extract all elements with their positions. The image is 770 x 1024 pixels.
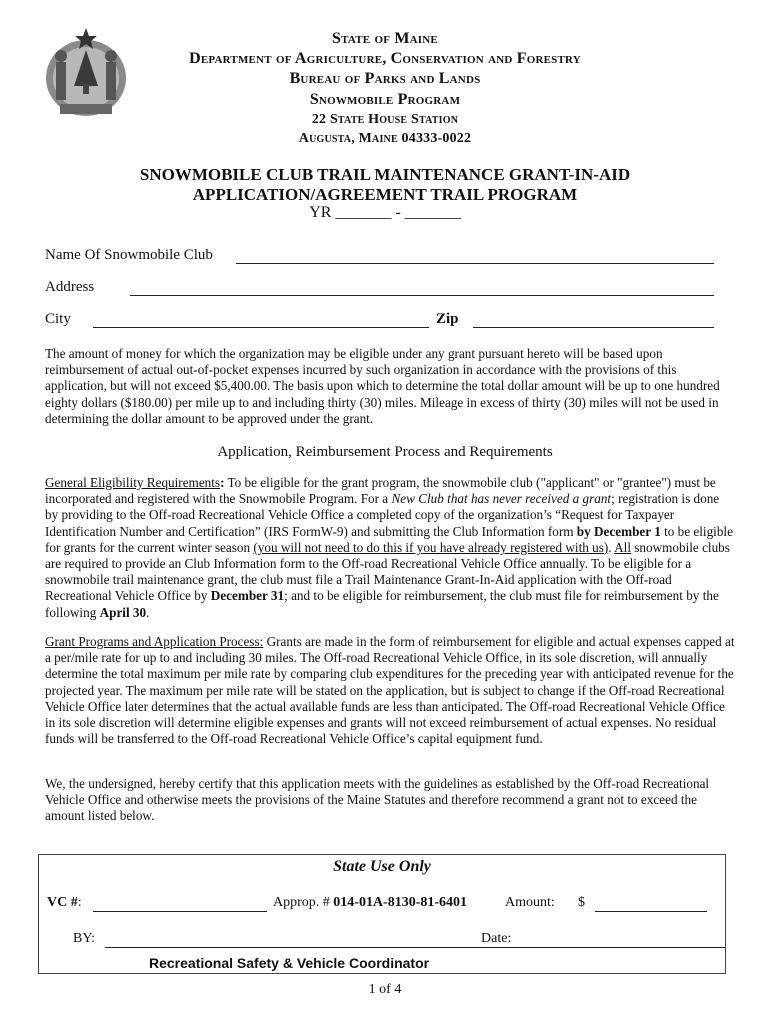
already-registered-note: (you will not need to do this if you have already registered with us) xyxy=(253,539,609,555)
eligibility-text-4: . xyxy=(608,539,615,555)
vc-field[interactable] xyxy=(93,911,267,912)
state-use-box xyxy=(38,854,726,974)
eligibility-paragraph xyxy=(45,475,735,621)
eligibility-text-5: snowmobile clubs are required to provide an Club Information form to the Off-road Recreational Vehicle Office annually. To be eligible for a snowmobile trail maintenance grant, the club must file a Trail Maintenance Grant-In-Aid application with the Off-road Recreational Vehicle Office by xyxy=(45,539,730,604)
intro-text: The amount of money for which the organization may be eligible under any grant pursuant hereto will be based upon reimbursement of actual out-of-pocket expenses incurred by such organization in accordance with the provisions of this application, but will not exceed $5,400.00. The basis upon which to determine the total dollar amount will be up to one hundred eighty dollars ($180.00) per mile up to and including thirty (30) miles. Mileage in excess of thirty (30) miles will not be used in determining the dollar amount to be approved under the grant. xyxy=(45,346,720,426)
year-field: YR _______ - _______ xyxy=(309,204,461,221)
grant-programs-text: Grants are made in the form of reimbursement for eligible and actual expenses capped at a per/mile rate for up to and including 30 miles. The Off-road Recreational Vehicle Office, in its sole discretion, will annually determine the total maximum per mile rate by comparing club expenditures for the preceding year with anticipated revenue for the projected year. The maximum per mile rate will be stated on the application, but is subject to change if the Off-road Recreational Vehicle Office later determines that the actual available funds are less than anticipated. The Off-road Recreational Vehicle Office in its sole discretion will determine eligible expenses and grants will not exceed reimbursement of actual expenses. No residual funds will be transferred to the Off-road Recreational Vehicle Office’s capital equipment fund. xyxy=(45,634,735,747)
zip-label: Zip xyxy=(436,311,459,327)
address-label: Address xyxy=(45,279,95,295)
date-label: Date: xyxy=(481,931,512,946)
by-label: BY: xyxy=(73,931,96,946)
eligibility-text-2: ; registration is done by providing to the Off-road Recreational Vehicle Office a completed copy of the organization’s “Request for Taxpayer Identification Number and Certification” (IRS FormW-9) and submitting the Club Information form xyxy=(45,491,720,539)
grant-programs-paragraph xyxy=(45,634,735,747)
intro-paragraph xyxy=(45,346,735,427)
header-city: Augusta, Maine 04333-0022 xyxy=(298,131,472,146)
eligibility-colon: : xyxy=(220,475,225,490)
header-program: Snowmobile Program xyxy=(309,91,461,108)
dollar-sign: $ xyxy=(578,895,585,910)
eligibility-text-3: to be eligible for grants for the current winter season xyxy=(45,523,733,555)
header-state: State of Maine xyxy=(332,30,438,47)
header-department: Department of Agriculture, Conservation and Forestry xyxy=(189,50,581,67)
deadline-dec31: December 31 xyxy=(210,588,285,604)
zip-field[interactable] xyxy=(473,327,714,328)
all-text: All xyxy=(614,539,631,555)
eligibility-text-7: . xyxy=(146,604,150,620)
club-name-label: Name Of Snowmobile Club xyxy=(45,247,213,263)
deadline-apr30: April 30 xyxy=(99,604,147,620)
club-name-field[interactable] xyxy=(236,263,714,264)
new-club-text: New Club that has never received a grant xyxy=(391,491,612,507)
certify-paragraph xyxy=(45,776,735,825)
deadline-dec1: by December 1 xyxy=(576,523,661,539)
city-field[interactable] xyxy=(93,327,429,328)
amount-label: Amount: xyxy=(505,895,555,910)
vc-label: VC #: xyxy=(47,895,82,910)
header-bureau: Bureau of Parks and Lands xyxy=(289,70,481,87)
by-field[interactable] xyxy=(105,947,725,948)
approp-label: Approp. # 014-01A-8130-81-6401 xyxy=(273,895,468,910)
form-title-line2: APPLICATION/AGREEMENT TRAIL PROGRAM xyxy=(192,185,578,204)
city-label: City xyxy=(45,311,71,327)
state-use-title: State Use Only xyxy=(333,858,431,875)
eligibility-text-1: To be eligible for the grant program, the snowmobile club ("applicant" or "grantee") must be incorporated and registered with the Snowmobile Program. For a xyxy=(45,475,716,507)
amount-field[interactable] xyxy=(595,911,707,912)
address-field[interactable] xyxy=(130,295,714,296)
page-number: 1 of 4 xyxy=(368,982,402,997)
grant-programs-heading: Grant Programs and Application Process: xyxy=(45,634,264,649)
approp-value: 014-01A-8130-81-6401 xyxy=(333,895,468,910)
section-title: Application, Reimbursement Process and Requirements xyxy=(217,444,553,460)
eligibility-heading: General Eligibility Requirements xyxy=(45,475,221,490)
certify-text: We, the undersigned, hereby certify that this application meets with the guidelines as established by the Off-road Recreational Vehicle Office and otherwise meets the provisions of the Maine Statutes and therefore recommend a grant not to exceed the amount listed below. xyxy=(45,776,710,824)
form-title-line1: SNOWMOBILE CLUB TRAIL MAINTENANCE GRANT-IN-AID xyxy=(139,165,631,184)
coordinator-title: Recreational Safety & Vehicle Coordinator xyxy=(149,955,430,971)
eligibility-text-6: ; and to be eligible for reimbursement, the club must file for reimbursement by the following xyxy=(45,588,719,620)
header-station: 22 State House Station xyxy=(311,112,459,127)
